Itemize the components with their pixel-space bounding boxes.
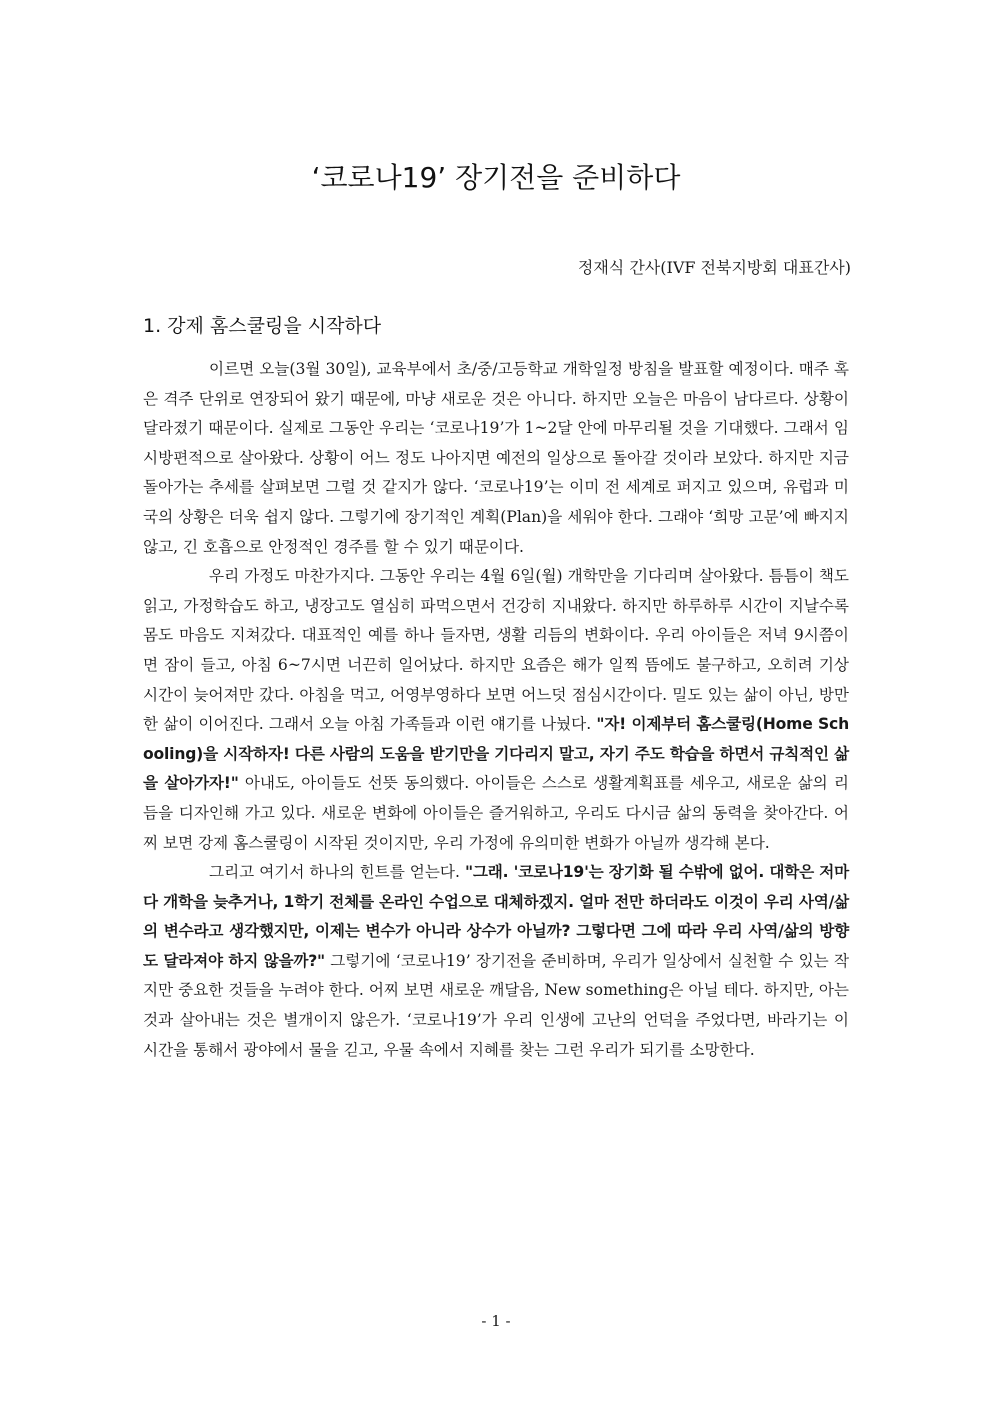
paragraph-text: 우리 가정도 마찬가지다. 그동안 우리는 4월 6일(월) 개학만을 기다리며 살아왔다. 틈틈이 책도 읽고, 가정학습도 하고, 냉장고도 열심히 파먹으면서 건강히 지내왔다. 하지만 하루하루 시간이 지날수록 몸도 마음도 지쳐갔다. 대표적인 예를 하나 들자면, 생활 리듬의 변화이다. 우리 아이들은 저녁 9시쯤이면 잠이 들고, 아침 6~7시면 너끈히 일어났다. 하지만 요즘은 해가 일찍 뜸에도 불구하고, 오히려 기상 시간이 늦어져만 갔다. 아침을 먹고, 어영부영하다 보면 어느덧 점심시간이다. 밀도 있는 삶이 아닌, 방만한 삶이 이어진다. 그래서 오늘 아침 가족들과 이런 얘기를 나눴다. [143,567,849,734]
paragraph-2 [143,562,849,858]
body-text [143,355,849,1065]
paragraph-text: 그렇기에 ‘코로나19’ 장기전을 준비하며, 우리가 일상에서 실천할 수 있는 작지만 중요한 것들을 누려야 한다. 어찌 보면 새로운 깨달음, New something은 아닐 테다. 하지만, 아는 것과 살아내는 것은 별개이지 않은가. ‘코로나19’가 우리 인생에 고난의 언덕을 주었다면, 바라기는 이 시간을 통해서 광야에서 물을 긷고, 우물 속에서 지혜를 찾는 그런 우리가 되기를 소망한다. [143,951,850,1059]
paragraph-1 [143,355,849,562]
paragraph-text: 이르면 오늘(3월 30일), 교육부에서 초/중/고등학교 개학일정 방침을 발표할 예정이다. 매주 혹은 격주 단위로 연장되어 왔기 때문에, 마냥 새로운 것은 아니다. 하지만 오늘은 마음이 남다르다. 상황이 달라졌기 때문이다. 실제로 그동안 우리는 ‘코로나19’가 1~2달 안에 마무리될 것을 기대했다. 그래서 임시방편적으로 살아왔다. 상황이 어느 정도 나아지면 예전의 일상으로 돌아갈 것이라 보았다. 하지만 지금 돌아가는 추세를 살펴보면 그럴 것 같지가 않다. ‘코로나19’는 이미 전 세계로 퍼지고 있으며, 유럽과 미국의 상황은 더욱 쉽지 않다. 그렇기에 장기적인 계획(Plan)을 세워야 한다. 그래야 ‘희망 고문’에 빠지지 않고, 긴 호흡으로 안정적인 경주를 할 수 있기 때문이다. [143,360,849,556]
paragraph-3 [143,858,849,1065]
paragraph-text: 그리고 여기서 하나의 힌트를 얻는다. [209,863,465,882]
page-number: - 1 - [481,1312,511,1330]
paragraph-text: 아내도, 아이들도 선뜻 동의했다. 아이들은 스스로 생활계획표를 세우고, 새로운 삶의 리듬을 디자인해 가고 있다. 새로운 변화에 아이들은 즐거워하고, 우리도 다시금 삶의 동력을 찾아간다. 어찌 보면 강제 홈스쿨링이 시작된 것이지만, 우리 가정에 유의미한 변화가 아닐까 생각해 본다. [143,774,849,852]
bold-quote: "그래. '코로나19'는 장기화 될 수밖에 없어. 대학은 저마다 개학을 늦추거나, 1학기 전체를 온라인 수업으로 대체하겠지. 얼마 전만 하더라도 이것이 우리 사역/삶의 변수라고 생각했지만, 이제는 변수가 아니라 상수가 아닐까? 그렇다면 그에 따라 우리 사역/삶의 방향도 달라져야 하지 않을까?" [143,863,849,970]
section-heading: 1. 강제 홈스쿨링을 시작하다 [143,315,382,337]
bold-quote: "자! 이제부터 홈스쿨링(Home Schooling)을 시작하자! 다른 사람의 도움을 받기만을 기다리지 말고, 자기 주도 학습을 하면서 규칙적인 삶을 살아가자!" [143,715,849,793]
page-title: ‘코로나19’ 장기전을 준비하다 [311,161,681,194]
author-line: 정재식 간사(IVF 전북지방회 대표간사) [577,258,851,277]
